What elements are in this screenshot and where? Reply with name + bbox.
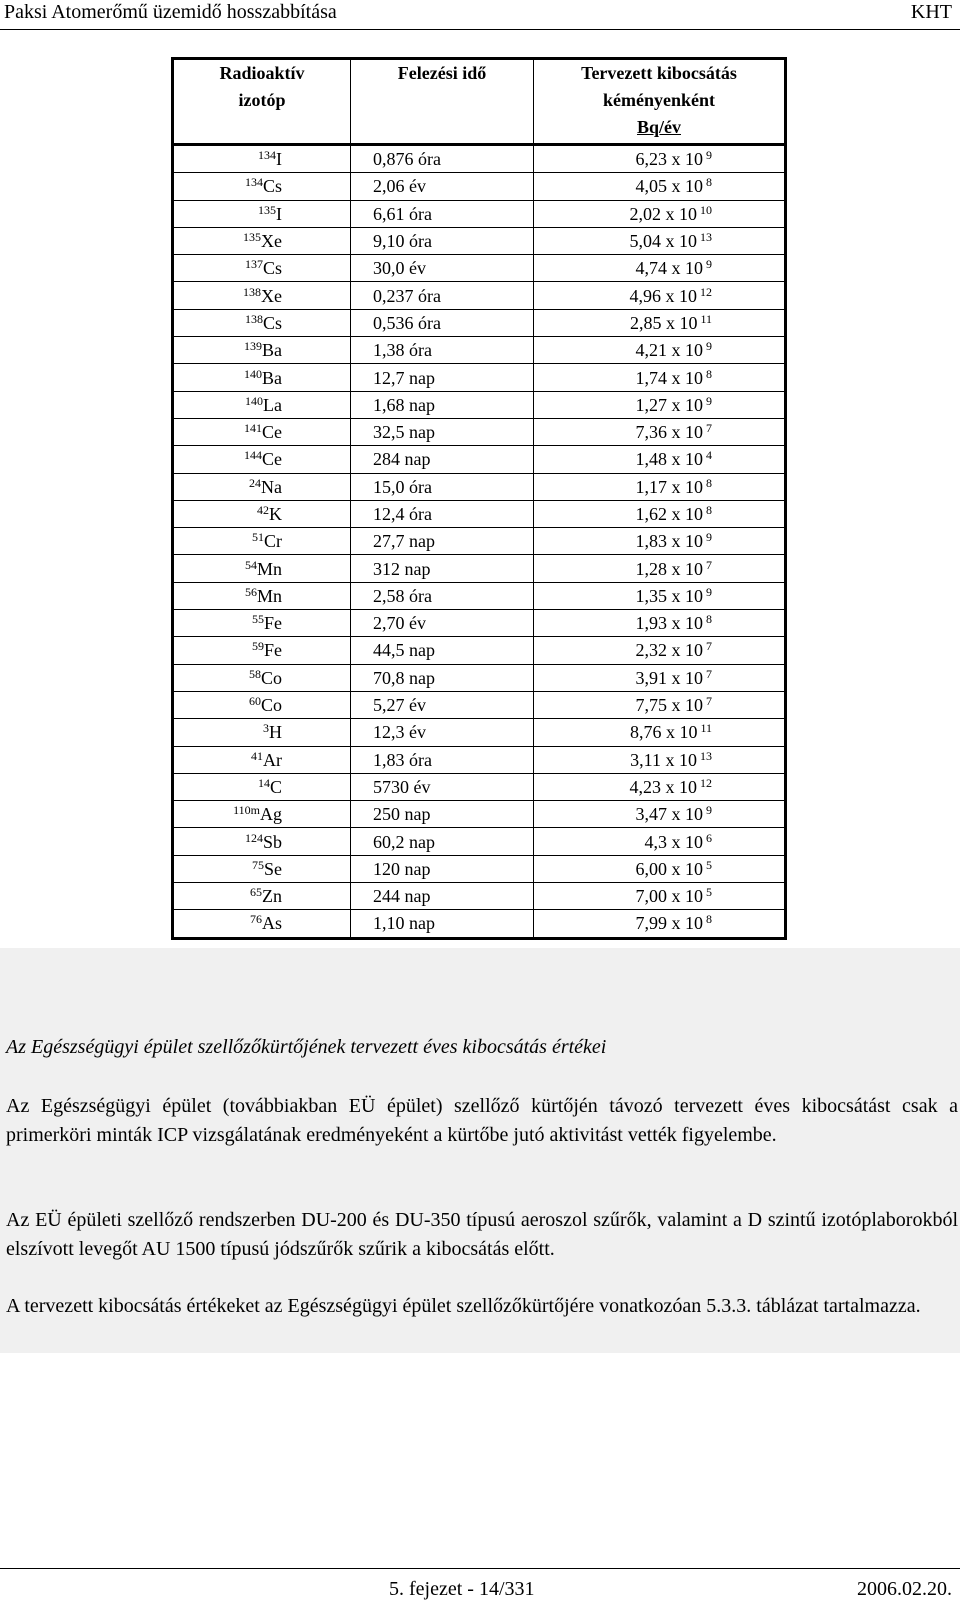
emission-exponent: 5 [706,857,712,872]
mass-number: 135 [243,230,261,245]
header-isotope [173,59,351,145]
emission-cell [534,691,786,718]
emission-cell [534,473,786,500]
isotope-cell [173,855,351,882]
table-row [173,200,786,227]
isotope-cell [173,773,351,800]
element-symbol: Ce [262,422,282,443]
isotope-cell [173,200,351,227]
isotope-cell [173,582,351,609]
mass-number: 58 [248,666,261,681]
emission-mantissa: 1,74 x 10 [635,367,703,388]
document-abbreviation: KHT [910,1,952,23]
isotope-cell [173,227,351,254]
isotope-cell [173,145,351,173]
emission-mantissa: 1,35 x 10 [635,585,703,606]
table-row [173,173,786,200]
footer-divider [0,1568,960,1569]
isotope-cell [173,691,351,718]
half-life-cell: 5,27 év [351,691,534,718]
table-row [173,610,786,637]
element-symbol: Cs [262,258,282,279]
emission-mantissa: 1,83 x 10 [635,531,703,552]
half-life-cell: 12,7 nap [351,364,534,391]
emission-mantissa: 4,21 x 10 [635,340,703,361]
emission-exponent: 10 [700,202,712,217]
isotope-cell [173,555,351,582]
half-life-cell: 2,70 év [351,610,534,637]
emission-cell [534,610,786,637]
half-life-cell: 44,5 nap [351,637,534,664]
mass-number: 134 [244,175,263,190]
mass-number: 137 [244,257,263,272]
emission-mantissa: 3,47 x 10 [635,804,703,825]
emission-exponent: 12 [700,775,712,790]
table-row [173,255,786,282]
mass-number: 110m [233,803,260,818]
half-life-cell: 1,68 nap [351,391,534,418]
table-row [173,473,786,500]
header-isotope-line1: Radioaktív [219,63,305,83]
half-life-cell: 6,61 óra [351,200,534,227]
table-header-row [173,59,786,145]
isotope-cell [173,500,351,527]
mass-number: 56 [244,584,257,599]
emission-exponent: 7 [706,694,712,709]
table-row [173,746,786,773]
emission-exponent: 7 [706,666,712,681]
emission-mantissa: 2,32 x 10 [635,640,703,661]
half-life-cell: 120 nap [351,855,534,882]
mass-number: 124 [244,830,263,845]
emission-exponent: 7 [706,557,712,572]
emission-cell [534,664,786,691]
element-symbol: Sb [262,831,282,852]
header-emission-line1: Tervezett kibocsátás [581,63,737,83]
isotope-cell [173,610,351,637]
emission-mantissa: 6,23 x 10 [635,149,703,170]
emission-mantissa: 1,17 x 10 [635,476,703,497]
paragraph-1: Az Egészségügyi épület (továbbiakban EÜ épület) szellőző kürtőjén távozó tervezett éves kibocsátást csak a primerköri minták ICP vizsgálatának eredményeként a kürtőbe jutó aktivitást vették figyelembe. [6,1095,958,1146]
emission-mantissa: 4,23 x 10 [629,776,697,797]
mass-number: 42 [257,503,269,517]
emission-mantissa: 4,74 x 10 [635,258,703,279]
page-header [4,0,956,24]
emission-cell [534,227,786,254]
table-row [173,227,786,254]
table-row [173,528,786,555]
table-row [173,582,786,609]
half-life-cell: 15,0 óra [351,473,534,500]
mass-number: 55 [252,612,264,627]
table-body [173,145,786,939]
emission-exponent: 7 [706,639,712,654]
half-life-cell: 27,7 nap [351,528,534,555]
emission-exponent: 13 [700,230,712,245]
mass-number: 65 [250,885,262,900]
element-symbol: Mn [256,558,282,579]
element-symbol: Cs [262,312,282,333]
mass-number: 138 [244,311,263,326]
emission-cell [534,173,786,200]
table-row [173,883,786,910]
emission-cell [534,855,786,882]
table-row [173,719,786,746]
emission-mantissa: 7,75 x 10 [635,695,703,716]
mass-number: 144 [244,448,262,463]
emission-exponent: 5 [706,885,712,900]
emission-exponent: 9 [706,530,712,545]
emission-cell [534,555,786,582]
emission-cell [534,637,786,664]
emission-mantissa: 6,00 x 10 [635,858,703,879]
half-life-cell: 2,06 év [351,173,534,200]
element-symbol: Se [264,858,282,879]
emission-exponent: 11 [700,721,712,736]
emission-cell [534,500,786,527]
element-symbol: Co [260,695,282,716]
footer-page-reference: 5. fejezet - 14/331 [389,1578,535,1600]
half-life-cell: 2,58 óra [351,582,534,609]
mass-number: 14 [257,775,270,790]
element-symbol: Cs [262,176,282,197]
mass-number: 41 [251,748,263,763]
half-life-cell: 312 nap [351,555,534,582]
element-symbol: Ce [262,449,282,470]
isotope-cell [173,828,351,855]
element-symbol: H [269,722,282,743]
element-symbol: Ar [263,749,282,770]
mass-number: 75 [252,857,264,872]
half-life-cell: 30,0 év [351,255,534,282]
half-life-cell: 244 nap [351,883,534,910]
isotope-emission-table [171,57,787,940]
emission-exponent: 4 [706,448,712,463]
half-life-cell: 250 nap [351,801,534,828]
element-symbol: Zn [262,886,282,907]
footer-date: 2006.02.20. [857,1578,952,1600]
emission-cell [534,364,786,391]
table-row [173,801,786,828]
half-life-cell: 1,38 óra [351,337,534,364]
emission-exponent: 9 [706,803,712,818]
emission-exponent: 9 [706,339,712,354]
isotope-cell [173,719,351,746]
table-row [173,282,786,309]
isotope-cell [173,801,351,828]
emission-exponent: 11 [700,311,712,326]
isotope-cell [173,528,351,555]
table-row [173,691,786,718]
emission-mantissa: 7,00 x 10 [635,886,703,907]
header-planned-emission [534,59,786,145]
header-half-life-label: Felezési idő [397,63,487,83]
half-life-cell: 0,536 óra [351,309,534,336]
emission-mantissa: 2,02 x 10 [629,203,697,224]
isotope-cell [173,173,351,200]
table-row [173,418,786,445]
emission-exponent: 7 [706,421,712,436]
emission-mantissa: 3,11 x 10 [630,749,697,770]
element-symbol: Mn [256,585,282,606]
half-life-cell: 9,10 óra [351,227,534,254]
emission-cell [534,446,786,473]
emission-cell [534,282,786,309]
element-symbol: I [276,203,282,224]
emission-cell [534,746,786,773]
isotope-cell [173,664,351,691]
half-life-cell: 12,3 év [351,719,534,746]
emission-cell [534,910,786,938]
isotope-cell [173,637,351,664]
header-emission-line2: kéményenként [603,90,715,110]
mass-number: 51 [252,530,264,545]
emission-exponent: 9 [706,148,712,163]
emission-exponent: 13 [700,748,712,763]
element-symbol: La [263,394,282,415]
emission-exponent: 9 [706,393,712,408]
isotope-cell [173,910,351,938]
isotope-cell [173,255,351,282]
emission-exponent: 9 [706,257,712,272]
mass-number: 139 [244,339,262,354]
isotope-cell [173,309,351,336]
table-row [173,773,786,800]
mass-number: 134 [258,148,276,163]
emission-exponent: 8 [706,175,712,190]
emission-exponent: 8 [706,475,712,490]
emission-mantissa: 2,85 x 10 [629,312,698,333]
element-symbol: Fe [264,640,282,661]
half-life-cell: 5730 év [351,773,534,800]
emission-cell [534,582,786,609]
element-symbol: Co [260,667,282,688]
header-half-life [351,59,534,145]
table-row [173,855,786,882]
emission-cell [534,418,786,445]
half-life-cell: 1,83 óra [351,746,534,773]
mass-number: 138 [243,284,261,299]
mass-number: 24 [249,475,261,490]
half-life-cell: 60,2 nap [351,828,534,855]
element-symbol: Cr [264,531,282,552]
element-symbol: Na [261,476,282,497]
mass-number: 59 [252,639,264,654]
header-emission-unit: Bq/év [636,117,681,137]
emission-cell [534,337,786,364]
emission-exponent: 8 [706,612,712,627]
element-symbol: K [269,504,282,524]
emission-mantissa: 7,36 x 10 [635,422,703,443]
element-symbol: Fe [264,613,282,634]
document-title: Paksi Atomerőmű üzemidő hosszabbítása [4,1,337,23]
element-symbol: Ba [262,367,282,388]
emission-mantissa: 3,91 x 10 [635,667,703,688]
isotope-cell [173,446,351,473]
emission-mantissa: 5,04 x 10 [629,231,697,252]
isotope-cell [173,337,351,364]
table-row [173,664,786,691]
table-row [173,500,786,527]
emission-exponent: 8 [706,503,712,517]
isotope-cell [173,282,351,309]
mass-number: 140 [244,366,262,381]
mass-number: 54 [244,557,257,572]
element-symbol: Xe [261,285,282,306]
element-symbol: C [269,776,282,797]
paragraph-3: A tervezett kibocsátás értékeket az Egészségügyi épület szellőzőkürtőjére vonatkozóan 5.3.3. táblázat tartalmazza. [6,1295,921,1317]
header-isotope-line2: izotóp [238,90,286,110]
emission-cell [534,801,786,828]
table-row [173,337,786,364]
emission-exponent: 8 [706,366,712,381]
isotope-cell [173,746,351,773]
emission-cell [534,145,786,173]
emission-cell [534,828,786,855]
emission-cell [534,255,786,282]
emission-mantissa: 4,3 x 10 [644,831,703,852]
element-symbol: I [276,149,282,170]
emission-cell [534,391,786,418]
emission-cell [534,773,786,800]
emission-mantissa: 1,93 x 10 [635,613,703,634]
isotope-cell [173,473,351,500]
mass-number: 141 [244,421,262,436]
half-life-cell: 32,5 nap [351,418,534,445]
half-life-cell: 284 nap [351,446,534,473]
element-symbol: As [261,913,282,934]
emission-mantissa: 1,27 x 10 [635,394,703,415]
emission-mantissa: 7,99 x 10 [635,913,703,934]
table-row [173,309,786,336]
emission-mantissa: 4,05 x 10 [635,176,703,197]
half-life-cell: 0,876 óra [351,145,534,173]
table-row [173,145,786,173]
half-life-cell: 1,10 nap [351,910,534,938]
emission-cell [534,528,786,555]
emission-cell [534,719,786,746]
paragraph-2: Az EÜ épületi szellőző rendszerben DU-200 és DU-350 típusú aeroszol szűrők, valamint a D szintű izotóplaborokból elszívott levegőt AU 1500 típusú jódszűrők szűrik a kibocsátás előtt. [6,1209,958,1260]
emission-exponent: 8 [706,912,712,927]
emission-exponent: 6 [706,830,712,845]
half-life-cell: 12,4 óra [351,500,534,527]
isotope-cell [173,391,351,418]
mass-number: 60 [248,694,261,709]
mass-number: 3 [263,721,269,736]
table-row [173,828,786,855]
emission-mantissa: 8,76 x 10 [629,722,698,743]
table-row [173,637,786,664]
emission-cell [534,309,786,336]
element-symbol: Ag [260,804,282,825]
emission-mantissa: 1,62 x 10 [635,504,703,524]
mass-number: 76 [249,912,262,927]
section-caption: Az Egészségügyi épület szellőzőkürtőjének tervezett éves kibocsátás értékei [6,1036,607,1058]
emission-cell [534,200,786,227]
table-row [173,391,786,418]
isotope-cell [173,883,351,910]
emission-mantissa: 4,96 x 10 [629,285,697,306]
emission-mantissa: 1,28 x 10 [635,558,703,579]
half-life-cell: 0,237 óra [351,282,534,309]
element-symbol: Ba [262,340,282,361]
emission-exponent: 12 [700,284,712,299]
emission-mantissa: 1,48 x 10 [635,449,703,470]
table-row [173,555,786,582]
half-life-cell: 70,8 nap [351,664,534,691]
table-row [173,364,786,391]
table-row [173,910,786,938]
isotope-cell [173,364,351,391]
mass-number: 135 [258,202,276,217]
table-row [173,446,786,473]
header-divider [0,29,960,30]
emission-cell [534,883,786,910]
isotope-cell [173,418,351,445]
emission-exponent: 9 [706,584,712,599]
element-symbol: Xe [261,231,282,252]
mass-number: 140 [245,393,264,408]
